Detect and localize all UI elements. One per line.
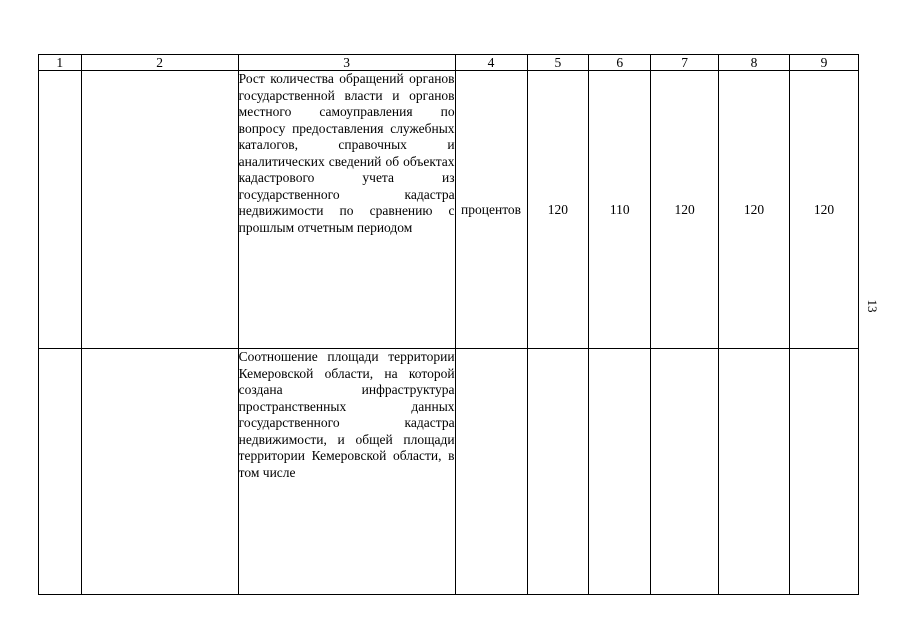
header-cell-1: 1: [39, 55, 82, 71]
row1-description-text: Рост количества обращений органов государственной власти и органов местного самоуправления по вопросу предоставления служебных каталогов, справочных и аналитических сведений об объектах кадастрового учета из государственного кадастра недвижимости по сравнению с прошлым отчетным периодом: [238, 71, 455, 235]
row1-value-col6: 110: [589, 71, 651, 349]
header-cell-3: 3: [238, 55, 455, 71]
header-cell-2: 2: [81, 55, 238, 71]
header-cell-4: 4: [455, 55, 527, 71]
row2-description-text: Соотношение площади территории Кемеровской области, на которой создана инфраструктура пространственных данных государственного кадастра недвижимости, и общей площади территории Кемеровской области, в том числе: [238, 349, 455, 480]
header-cell-9: 9: [790, 55, 859, 71]
header-cell-5: 5: [527, 55, 589, 71]
row2-value-col8: [719, 349, 790, 595]
page-number: 13: [865, 299, 880, 313]
indicators-table: [38, 54, 859, 595]
row2-value-col9: [790, 349, 859, 595]
row1-description-cell: [238, 71, 455, 349]
row1-value-col9: 120: [790, 71, 859, 349]
header-cell-6: 6: [589, 55, 651, 71]
row2-col1-cell: [39, 349, 82, 595]
row1-value-col5: 120: [527, 71, 589, 349]
row1-value-col7: 120: [651, 71, 719, 349]
row2-description-cell: [238, 349, 455, 595]
row1-col2-cell: [81, 71, 238, 349]
row1-value-col8: 120: [719, 71, 790, 349]
row2-value-col7: [651, 349, 719, 595]
header-cell-8: 8: [719, 55, 790, 71]
row1-col1-cell: [39, 71, 82, 349]
row1-unit-cell: процентов: [455, 71, 527, 349]
table-row: [39, 349, 859, 595]
table-row: [39, 71, 859, 349]
row2-value-col5: [527, 349, 589, 595]
row2-col2-cell: [81, 349, 238, 595]
row2-value-col6: [589, 349, 651, 595]
header-row: [39, 55, 859, 71]
header-cell-7: 7: [651, 55, 719, 71]
row2-unit-cell: [455, 349, 527, 595]
